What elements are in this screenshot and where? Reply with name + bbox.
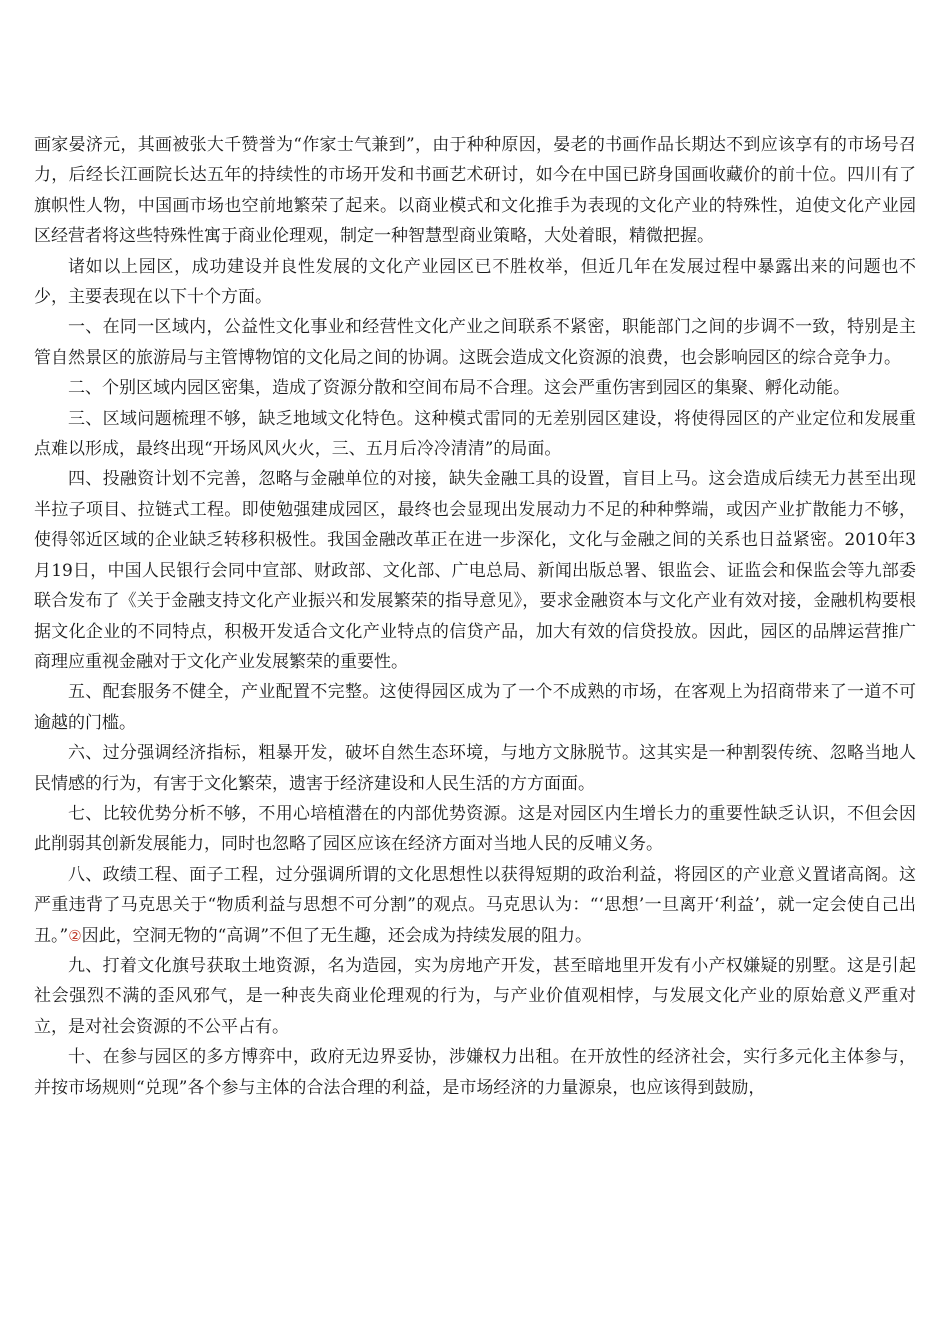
paragraph-5: 三、区域问题梳理不够，缺乏地域文化特色。这种模式雷同的无差别园区建设，将使得园区的产业定位和发展重点难以形成，最终出现“开场风风火火，三、五月后冷冷清清”的局面。 <box>34 408 916 460</box>
paragraph-4: 二、个别区域内园区密集，造成了资源分散和空间布局不合理。这会严重伤害到园区的集聚、孵化动能。 <box>68 378 850 399</box>
footnote-reference[interactable]: ② <box>68 926 82 945</box>
paragraph-7: 五、配套服务不健全，产业配置不完整。这使得园区成为了一个不成熟的市场，在客观上为招商带来了一道不可逾越的门槛。 <box>34 682 916 733</box>
paragraph-10-text-before: 八、政绩工程、面子工程，过分强调所谓的文化思想性以获得短期的政治利益，将园区的产业意义置诸高阁。这严重违背了马克思关于“物质利益与思想不可分割”的观点。马克思认为：“‘思想’一旦离开‘利益’，就一定会使自己出丑。” <box>34 864 916 946</box>
paragraph-10-text-after: 因此，空洞无物的“高调”不但了无生趣，还会成为持续发展的阻力。 <box>81 925 593 946</box>
paragraph-9: 七、比较优势分析不够，不用心培植潜在的内部优势资源。这是对园区内生增长力的重要性缺乏认识，不但会因此削弱其创新发展能力，同时也忽略了园区应该在经济方面对当地人民的反哺义务。 <box>34 803 916 855</box>
paragraph-11: 九、打着文化旗号获取土地资源，名为造园，实为房地产开发，甚至暗地里开发有小产权嫌疑的别墅。这是引起社会强烈不满的歪风邪气，是一种丧失商业伦理观的行为，与产业价值观相悖，与发展文化产业的原始意义严重对立，是对社会资源的不公平占有。 <box>34 955 916 1037</box>
paragraph-3: 一、在同一区域内，公益性文化事业和经营性文化产业之间联系不紧密，职能部门之间的步调不一致，特别是主管自然景区的旅游局与主管博物馆的文化局之间的协调。这既会造成文化资源的浪费，也会影响园区的综合竞争力。 <box>34 317 916 368</box>
paragraph-1: 画家晏济元，其画被张大千赞誉为“作家士气兼到”，由于种种原因，晏老的书画作品长期达不到应该享有的市场号召力，后经长江画院长达五年的持续性的市场开发和书画艺术研讨，如今在中国已跻身国画收藏价的前十位。四川有了旗帜性人物，中国画市场也空前地繁荣了起来。以商业模式和文化推手为表现的文化产业的特殊性，迫使文化产业园区经营者将这些特殊性寓于商业伦理观，制定一种智慧型商业策略，大处着眼，精微把握。 <box>34 135 916 247</box>
paragraph-8: 六、过分强调经济指标，粗暴开发，破坏自然生态环境，与地方文脉脱节。这其实是一种割裂传统、忽略当地人民情感的行为，有害于文化繁荣，遗害于经济建设和人民生活的方方面面。 <box>34 743 916 794</box>
paragraph-12: 十、在参与园区的多方博弈中，政府无边界妥协，涉嫌权力出租。在开放性的经济社会，实行多元化主体参与，并按市场规则“兑现”各个参与主体的合法合理的利益，是市场经济的力量源泉，也应该得到鼓励， <box>34 1047 916 1098</box>
paragraph-2: 诸如以上园区，成功建设并良性发展的文化产业园区已不胜枚举，但近几年在发展过程中暴露出来的问题也不少，主要表现在以下十个方面。 <box>34 256 916 308</box>
paragraph-10 <box>34 860 916 951</box>
paragraph-6: 四、投融资计划不完善，忽略与金融单位的对接，缺失金融工具的设置，盲目上马。这会造成后续无力甚至出现半拉子项目、拉链式工程。即使勉强建成园区，最终也会显现出发展动力不足的种种弊端，或因产业扩散能力不够，使得邻近区域的企业缺乏转移积极性。我国金融改革正在进一步深化，文化与金融之间的关系也日益紧密。2010年3月19日，中国人民银行会同中宣部、财政部、文化部、广电总局、新闻出版总署、银监会、证监会和保监会等九部委联合发布了《关于金融支持文化产业振兴和发展繁荣的指导意见》，要求金融资本与文化产业有效对接，金融机构要根据文化企业的不同特点，积极开发适合文化产业特点的信贷产品，加大有效的信贷投放。因此，园区的品牌运营推广商理应重视金融对于文化产业发展繁荣的重要性。 <box>34 469 916 672</box>
